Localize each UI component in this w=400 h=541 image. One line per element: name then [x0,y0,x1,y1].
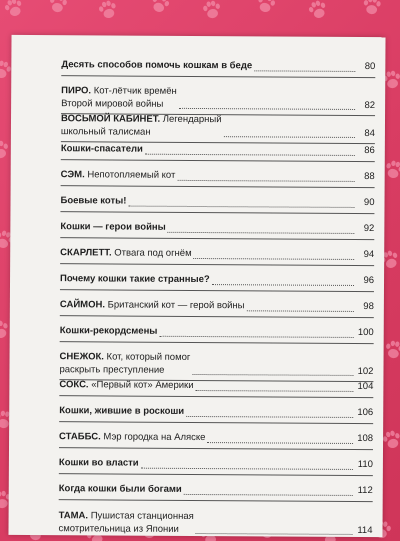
toc-page-number: 94 [363,249,375,261]
paw-print-icon [149,0,171,15]
toc-entry-title: СОКС. [59,379,89,391]
toc-entry [61,169,375,184]
toc-entry-title: СТАББС. [59,431,101,443]
toc-entry-description: Непотопляемый кот [84,169,176,181]
paw-print-icon [0,140,10,160]
separator-line [59,395,373,398]
toc-entry-title: Кошки — герои войны [60,221,166,233]
toc-page-number: 108 [357,432,374,445]
paw-print-icon [256,0,277,14]
dot-leader [207,442,353,444]
toc-entry-description: раскрыть преступление [59,363,165,376]
toc-entry-title: Кошки-рекордсмены [59,325,158,337]
dot-leader [159,335,353,337]
toc-entry-description: Второй мировой войны [61,97,164,110]
dot-leader [192,374,353,376]
separator-line [61,185,375,188]
dot-leader [186,415,353,417]
toc-entry-title: Когда кошки были богами [58,483,182,495]
toc-entry [61,59,375,74]
toc-entry-description: Британский кот — герой войны [104,299,245,312]
dot-leader [194,257,355,259]
toc-page-number: 100 [357,326,374,339]
toc-entry [60,247,374,262]
dot-leader [223,136,354,138]
paw-print-icon [48,0,68,13]
dot-leader [212,284,354,286]
toc-entry-description: Кот, который помог [103,351,191,363]
toc-entry-title: СНЕЖОК. [59,351,104,363]
toc-entry [58,510,372,538]
toc-entry-title: Боевые коты! [60,195,127,207]
toc-entry-description: «Первый кот» Америки [88,379,194,391]
toc-page-number: 110 [357,458,373,471]
paw-print-icon [384,340,400,360]
toc-entry-description: Кот-лётчик времён [91,85,177,97]
toc-entry [60,221,374,236]
toc-entry [59,351,373,379]
toc-entry [59,405,373,420]
dot-leader [179,108,355,110]
paw-print-icon [202,0,222,19]
toc-entry [60,195,374,210]
toc-entry [60,273,374,288]
toc-entry-description: Пушистая станционная [88,510,194,522]
separator-line [60,237,374,240]
toc-page-number: 92 [363,223,375,235]
separator-line [60,263,374,266]
toc-entry [59,379,373,394]
dot-leader [196,389,354,391]
dot-leader [254,70,355,72]
dot-leader [247,310,354,312]
toc-entry-title: Десять способов помочь кошкам в беде [61,59,253,72]
toc-entry [60,299,374,314]
dot-leader [168,231,355,233]
toc-page-number: 88 [364,171,375,183]
toc-entry-description: Легендарный [160,113,222,126]
dot-leader [196,533,353,535]
paw-print-icon [363,0,381,15]
toc-entry-title: Кошки, жившие в роскоши [59,405,185,417]
separator-line [60,341,374,344]
separator-line [60,315,374,318]
toc-entry-description: Отвага под огнём [111,247,192,259]
paw-print-icon [384,159,400,180]
separator-line [61,75,375,78]
toc-page-number: 112 [357,484,373,497]
separator-line [59,421,373,424]
dot-leader [141,467,353,469]
dot-leader [177,179,354,181]
separator-line [59,499,373,502]
toc-entry [60,325,374,340]
toc-page-number: 102 [357,365,374,377]
toc-page-number: 106 [357,406,374,419]
toc-page-number: 84 [364,127,375,139]
toc-entry-title: САЙМОН. [59,299,106,311]
separator-line [60,211,374,214]
toc-entry-description: смотрительница из Японии [58,522,179,535]
dot-leader [128,205,354,207]
toc-page-number: 90 [363,197,375,209]
toc-entry-title: ВОСЬМОЙ КАБИНЕТ. [60,113,161,125]
toc-entry-title: Кошки во власти [58,457,139,469]
toc-page-number: 86 [364,145,375,157]
toc-page-number: 80 [364,61,376,73]
toc-entry-description: Мэр городка на Аляске [100,431,206,444]
toc-entry-description: школьный талисман [60,125,151,138]
toc-entry-title: Почему кошки такие странные? [60,273,210,286]
toc-page-number: 98 [363,301,374,313]
separator-line [61,159,375,162]
toc-entry-title: СКАРЛЕТТ. [60,247,112,259]
toc-entry [61,85,375,113]
dot-leader [145,153,355,155]
toc-page-number: 114 [357,524,373,536]
toc-entry [59,431,373,446]
toc-entry-title: ТАМА. [58,510,89,522]
toc-page-number: 82 [364,99,376,111]
paw-print-icon [3,0,25,19]
toc-entry [61,143,375,158]
table-of-contents [58,59,376,536]
paw-print-icon [307,0,329,21]
toc-entry-title: ПИРО. [61,85,92,97]
toc-entry [61,113,375,141]
toc-entry [59,483,373,498]
separator-line [59,447,373,450]
dot-leader [184,493,353,495]
toc-entry-title: Кошки-спасатели [60,143,143,155]
separator-line [59,473,373,476]
paw-print-icon [381,429,400,450]
toc-entry-title: СЭМ. [60,169,85,181]
toc-entry [59,457,373,472]
toc-page-number: 96 [363,275,375,287]
toc-page-number: 104 [357,380,374,393]
book-page [8,35,385,537]
paw-print-icon [97,0,118,20]
separator-line [60,289,374,292]
